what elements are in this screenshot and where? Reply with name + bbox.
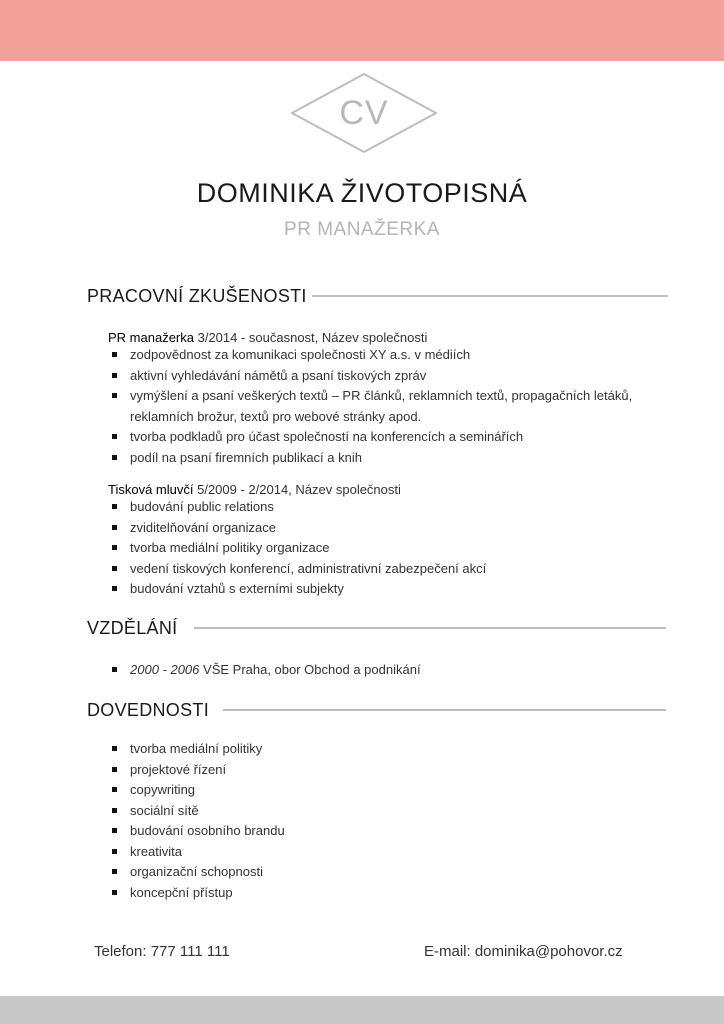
cv-logo-text: CV bbox=[339, 93, 389, 132]
job-title-line bbox=[108, 330, 427, 345]
list-item: budování osobního brandu bbox=[108, 821, 285, 842]
list-item: podíl na psaní firemních publikací a knih bbox=[108, 448, 640, 469]
list-item: vymýšlení a psaní veškerých textů – PR článků, reklamních textů, propagačních letáků, reklamních brožur, textů pro webové stránky apod. bbox=[108, 386, 640, 427]
list-item: projektové řízení bbox=[108, 760, 285, 781]
education-divider bbox=[194, 627, 666, 629]
list-item: aktivní vyhledávání námětů a psaní tiskových zpráv bbox=[108, 366, 640, 387]
phone-contact: Telefon: 777 111 111 bbox=[94, 943, 230, 960]
experience-divider bbox=[312, 295, 668, 297]
list-item: vedení tiskových konferencí, administrativní zabezpečení akcí bbox=[108, 559, 486, 580]
job-title-line bbox=[108, 482, 401, 497]
list-item: tvorba podkladů pro účast společností na konferencích a seminářích bbox=[108, 427, 640, 448]
list-item: tvorba mediální politiky organizace bbox=[108, 538, 486, 559]
job-duties-list bbox=[108, 497, 486, 600]
list-item: koncepční přístup bbox=[108, 883, 285, 904]
education-heading: VZDĚLÁNÍ bbox=[87, 618, 178, 638]
candidate-name: DOMINIKA ŽIVOTOPISNÁ bbox=[196, 178, 528, 208]
list-item: kreativita bbox=[108, 842, 285, 863]
top-color-band bbox=[0, 0, 724, 61]
list-item: tvorba mediální politiky bbox=[108, 739, 285, 760]
education-text: VŠE Praha, obor Obchod a podnikání bbox=[199, 662, 421, 677]
job-position: Tisková mluvčí bbox=[108, 482, 194, 497]
job-details: 5/2009 - 2/2014, Název společnosti bbox=[193, 482, 401, 497]
list-item: budování vztahů s externími subjekty bbox=[108, 579, 486, 600]
list-item: budování public relations bbox=[108, 497, 486, 518]
list-item: sociální sítě bbox=[108, 801, 285, 822]
experience-heading: PRACOVNÍ ZKUŠENOSTI bbox=[87, 286, 307, 306]
list-item: organizační schopnosti bbox=[108, 862, 285, 883]
email-contact[interactable]: E-mail: dominika@pohovor.cz bbox=[424, 943, 623, 960]
skills-list bbox=[108, 739, 285, 903]
list-item: copywriting bbox=[108, 780, 285, 801]
bottom-color-band bbox=[0, 996, 724, 1024]
education-entry bbox=[108, 662, 421, 677]
skills-heading: DOVEDNOSTI bbox=[87, 700, 210, 720]
job-details: 3/2014 - současnost, Název společnosti bbox=[193, 330, 428, 345]
job-position: PR manažerka bbox=[108, 330, 194, 345]
education-years: 2000 - 2006 bbox=[130, 662, 200, 677]
list-item: zviditelňování organizace bbox=[108, 518, 486, 539]
list-item: zodpovědnost za komunikaci společnosti XY a.s. v médiích bbox=[108, 345, 640, 366]
job-duties-list bbox=[108, 345, 640, 468]
skills-divider bbox=[223, 709, 666, 711]
cv-logo bbox=[291, 73, 437, 153]
candidate-role: PR MANAŽERKA bbox=[284, 219, 440, 240]
